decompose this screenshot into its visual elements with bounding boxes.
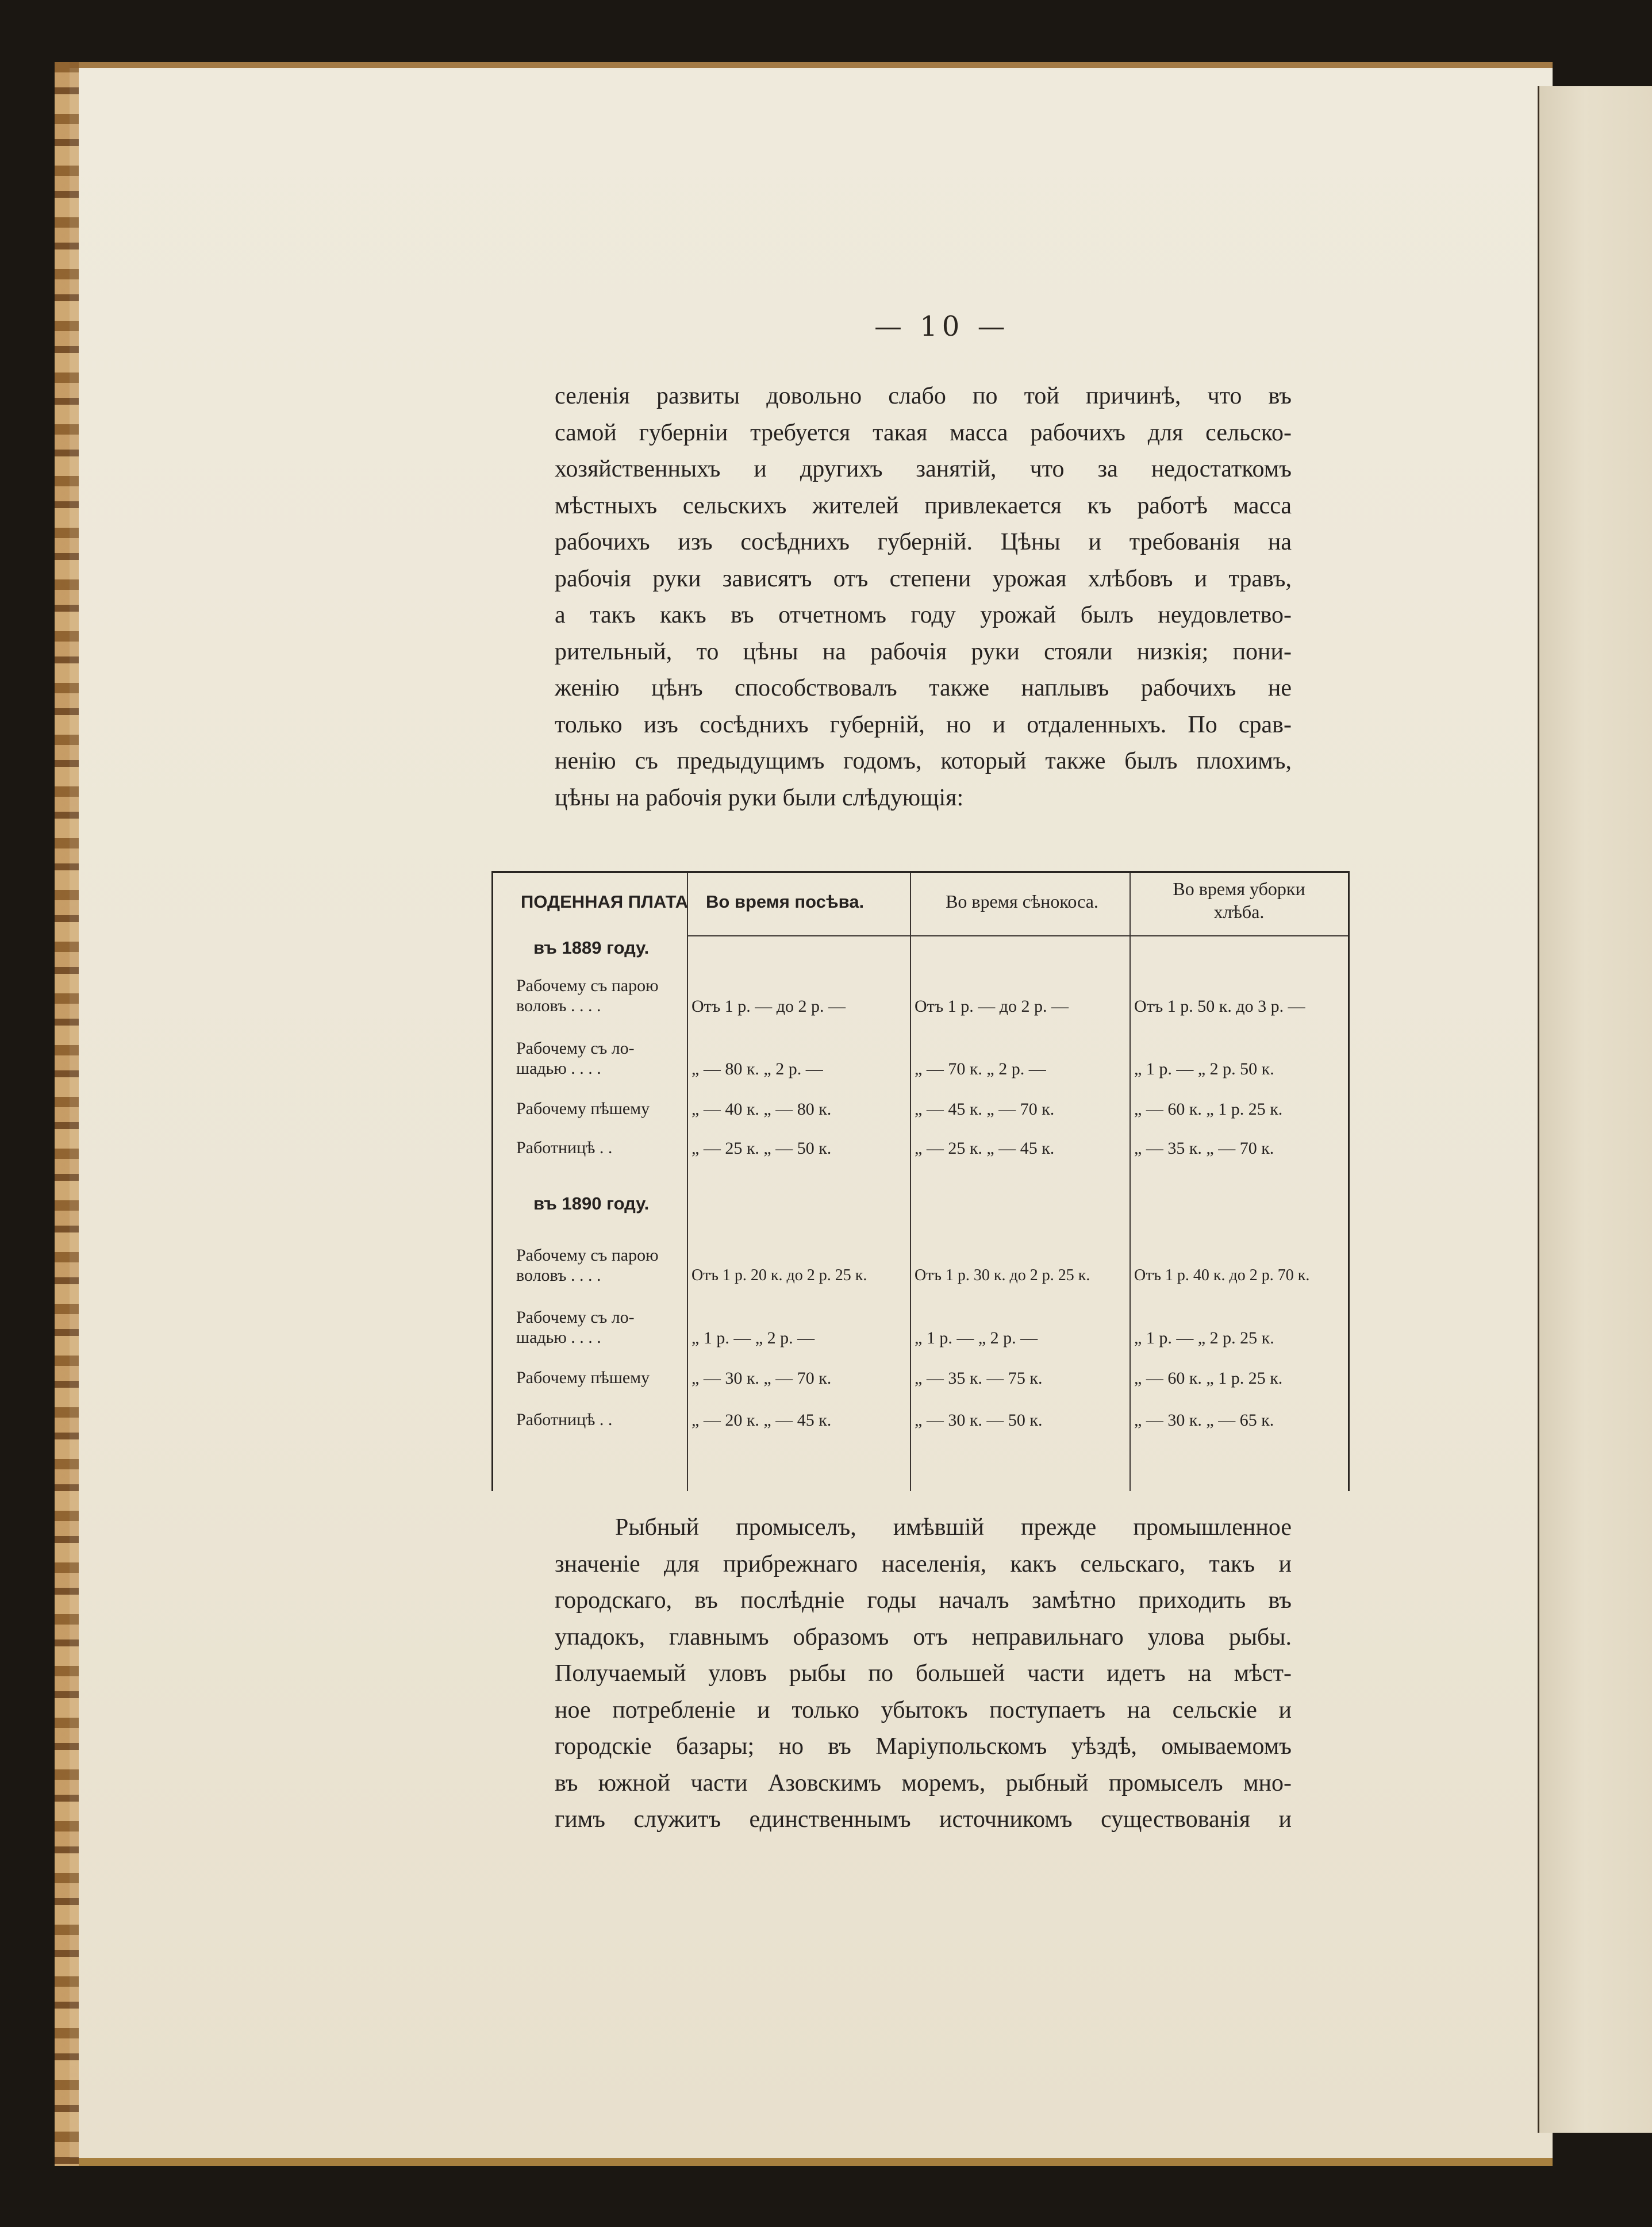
text-line: мѣстныхъ сельскихъ жителей привлекается къ работѣ масса bbox=[555, 492, 1292, 519]
text-line: хозяйственныхъ и другихъ занятій, что за недостаткомъ bbox=[555, 456, 1292, 482]
text-line: въ южной части Азовскимъ моремъ, рыбный промыселъ мно- bbox=[555, 1769, 1292, 1796]
row-label: Рабочему съ парою bbox=[516, 1246, 659, 1265]
text-line: Получаемый уловъ рыбы по большей части идетъ на мѣст- bbox=[555, 1660, 1292, 1687]
row-label: Рабочему съ парою bbox=[516, 976, 659, 995]
cell-sowing: „ — 25 к. „ — 50 к. bbox=[691, 1139, 832, 1158]
row-label: Работницѣ . . bbox=[516, 1410, 613, 1429]
cell-sowing: „ — 30 к. „ — 70 к. bbox=[691, 1369, 832, 1388]
column-header-sowing: Во время посѣва. bbox=[706, 892, 865, 912]
text-line: рительный, то цѣны на рабочія руки стояли низкія; пони- bbox=[555, 638, 1292, 665]
row-label: шадью . . . . bbox=[516, 1328, 601, 1347]
year-heading-1889: въ 1889 году. bbox=[533, 938, 650, 958]
cell-harvest: „ — 35 к. „ — 70 к. bbox=[1134, 1139, 1274, 1158]
row-label: Работницѣ . . bbox=[516, 1138, 613, 1157]
cell-haymaking: Отъ 1 р. 30 к. до 2 р. 25 к. bbox=[915, 1266, 1090, 1284]
cell-harvest: „ 1 р. — „ 2 р. 25 к. bbox=[1134, 1328, 1274, 1347]
cell-haymaking: „ — 45 к. „ — 70 к. bbox=[915, 1100, 1055, 1119]
row-label: воловъ . . . . bbox=[516, 996, 601, 1015]
row-label: воловъ . . . . bbox=[516, 1266, 601, 1285]
daily-wage-table bbox=[491, 871, 1350, 1491]
cell-harvest: „ — 60 к. „ 1 р. 25 к. bbox=[1134, 1100, 1283, 1119]
cell-harvest: „ — 60 к. „ 1 р. 25 к. bbox=[1134, 1369, 1283, 1388]
paragraph-fishing bbox=[555, 1510, 1292, 1838]
text-line: селенія развиты довольно слабо по той причинѣ, что въ bbox=[555, 383, 1292, 409]
text-line: упадокъ, главнымъ образомъ отъ неправильнаго улова рыбы. bbox=[555, 1623, 1292, 1650]
cell-haymaking: „ — 30 к. — 50 к. bbox=[915, 1411, 1043, 1430]
cell-sowing: „ — 20 к. „ — 45 к. bbox=[691, 1411, 832, 1430]
column-header-haymaking: Во время сѣнокоса. bbox=[946, 891, 1098, 912]
text-line: рабочихъ изъ сосѣднихъ губерній. Цѣны и требованія на bbox=[555, 529, 1292, 555]
row-label: шадью . . . . bbox=[516, 1059, 601, 1078]
cell-haymaking: Отъ 1 р. — до 2 р. — bbox=[915, 997, 1069, 1016]
row-label: Рабочему пѣшему bbox=[516, 1099, 650, 1118]
cell-sowing: „ — 80 к. „ 2 р. — bbox=[691, 1059, 823, 1078]
text-line: Рыбный промыселъ, имѣвшій прежде промышленное bbox=[615, 1514, 1292, 1541]
page-number: — 10 — bbox=[874, 310, 1010, 343]
cell-haymaking: „ — 35 к. — 75 к. bbox=[915, 1369, 1043, 1388]
year-heading-1890: въ 1890 году. bbox=[533, 1193, 650, 1214]
text-line: самой губерніи требуется такая масса рабочихъ для сельско- bbox=[555, 419, 1292, 446]
cell-sowing: Отъ 1 р. — до 2 р. — bbox=[691, 997, 846, 1016]
cell-harvest: „ — 30 к. „ — 65 к. bbox=[1134, 1411, 1274, 1430]
text-line: ненію съ предыдущимъ годомъ, который также былъ плохимъ, bbox=[555, 748, 1292, 774]
adjacent-page-edge bbox=[1538, 86, 1652, 2133]
column-header-harvest-line2: хлѣба. bbox=[1213, 901, 1265, 922]
text-line: цѣны на рабочія руки были слѣдующія: bbox=[555, 784, 964, 811]
text-line: городскіе базары; но въ Маріупольскомъ уѣздѣ, омываемомъ bbox=[555, 1733, 1292, 1760]
column-header-harvest-line1: Во время уборки bbox=[1173, 878, 1305, 899]
cell-sowing: „ 1 р. — „ 2 р. — bbox=[691, 1328, 815, 1347]
cell-sowing: „ — 40 к. „ — 80 к. bbox=[691, 1100, 832, 1119]
cell-harvest: „ 1 р. — „ 2 р. 50 к. bbox=[1134, 1059, 1274, 1078]
row-label: Рабочему пѣшему bbox=[516, 1368, 650, 1387]
cell-harvest: Отъ 1 р. 50 к. до 3 р. — bbox=[1134, 997, 1305, 1016]
cell-harvest: Отъ 1 р. 40 к. до 2 р. 70 к. bbox=[1134, 1266, 1310, 1284]
cell-haymaking: „ 1 р. — „ 2 р. — bbox=[915, 1328, 1038, 1347]
row-label: Рабочему съ ло- bbox=[516, 1039, 635, 1058]
text-line: значеніе для прибрежнаго населенія, какъ сельскаго, такъ и bbox=[555, 1550, 1292, 1577]
cell-sowing: Отъ 1 р. 20 к. до 2 р. 25 к. bbox=[691, 1266, 867, 1284]
text-line: только изъ сосѣднихъ губерній, но и отдаленныхъ. По срав- bbox=[555, 711, 1292, 738]
text-line: женію цѣнъ способствовалъ также наплывъ рабочихъ не bbox=[555, 675, 1292, 701]
text-line: гимъ служитъ единственнымъ источникомъ существованія и bbox=[555, 1806, 1292, 1833]
cell-haymaking: „ — 25 к. „ — 45 к. bbox=[915, 1139, 1055, 1158]
text-line: а такъ какъ въ отчетномъ году урожай былъ неудовлетво- bbox=[555, 602, 1292, 628]
paragraph-labour-market bbox=[555, 378, 1292, 816]
text-line: рабочія руки зависятъ отъ степени урожая хлѣбовъ и травъ, bbox=[555, 565, 1292, 592]
row-label: Рабочему съ ло- bbox=[516, 1308, 635, 1327]
column-header-wage: ПОДЕННАЯ ПЛАТА bbox=[521, 892, 689, 912]
text-line: городскаго, въ послѣдніе годы началъ замѣтно приходить въ bbox=[555, 1587, 1292, 1614]
cell-haymaking: „ — 70 к. „ 2 р. — bbox=[915, 1059, 1046, 1078]
text-line: ное потребленіе и только убытокъ поступаетъ на сельскіе и bbox=[555, 1696, 1292, 1723]
